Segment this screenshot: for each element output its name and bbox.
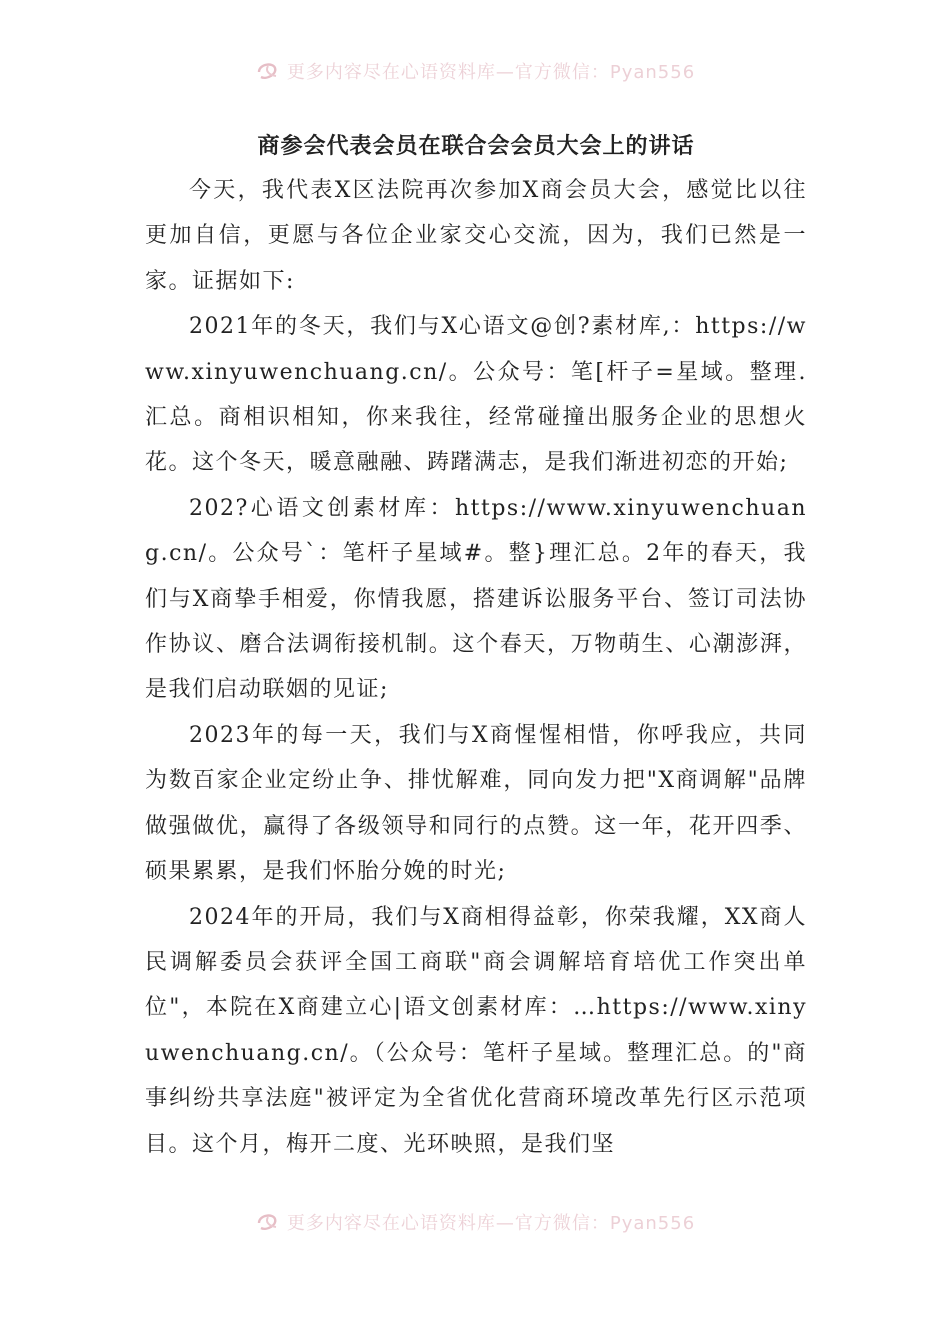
watermark-logo-icon <box>255 58 281 84</box>
paragraph-1: 今天，我代表X区法院再次参加X商会员大会，感觉比以往更加自信，更愿与各位企业家交心交流，因为，我们已然是一家。证据如下: <box>145 178 807 294</box>
page-title: 商参会代表会员在联合会会员大会上的讲话 <box>257 133 695 159</box>
watermark-bottom <box>0 1207 950 1237</box>
watermark-logo-icon <box>255 1209 281 1235</box>
document-body <box>145 124 807 1167</box>
paragraph-5: 2024年的开局，我们与X商相得益彰，你荣我耀，XX商人民调解委员会获评全国工商联"商会调解培育培优工作突出单位"，本院在X商建立心|语文创素材库：…https://www.xinyuwenchuang.cn/。（公众号：笔杆子星域。整理汇总。的"商事纠纷共享法庭"被评定为全省优化营商环境改革先行区示范项目。这个月，梅开二度、光环映照，是我们坚 <box>145 904 807 1157</box>
paragraph-4: 2023年的每一天，我们与X商惺惺相惜，你呼我应，共同为数百家企业定纷止争、排忧解难，同向发力把"X商调解"品牌做强做优，赢得了各级领导和同行的点赞。这一年，花开四季、硕果累累，是我们怀胎分娩的时光; <box>145 722 807 885</box>
paragraph-3: 202?心语文创素材库：https://www.xinyuwenchuang.cn/。公众号`：笔杆子星域#。整}理汇总。2年的春天，我们与X商挚手相爱，你情我愿，搭建诉讼服务平台、签订司法协作协议、磨合法调衔接机制。这个春天，万物萌生、心潮澎湃，是我们启动联姻的见证; <box>145 495 807 703</box>
watermark-top <box>0 56 950 86</box>
watermark-text: 更多内容尽在心语资料库—官方微信：Pyan556 <box>286 1213 696 1234</box>
paragraph-2: 2021年的冬天，我们与X心语文@创?素材库,：https://www.xinyuwenchuang.cn/。公众号：笔[杆子=星域。整理.汇总。商相识相知，你来我往，经常碰撞出服务企业的思想火花。这个冬天，暖意融融、踌躇满志，是我们渐进初恋的开始; <box>145 314 807 476</box>
watermark-text: 更多内容尽在心语资料库—官方微信：Pyan556 <box>286 62 696 83</box>
